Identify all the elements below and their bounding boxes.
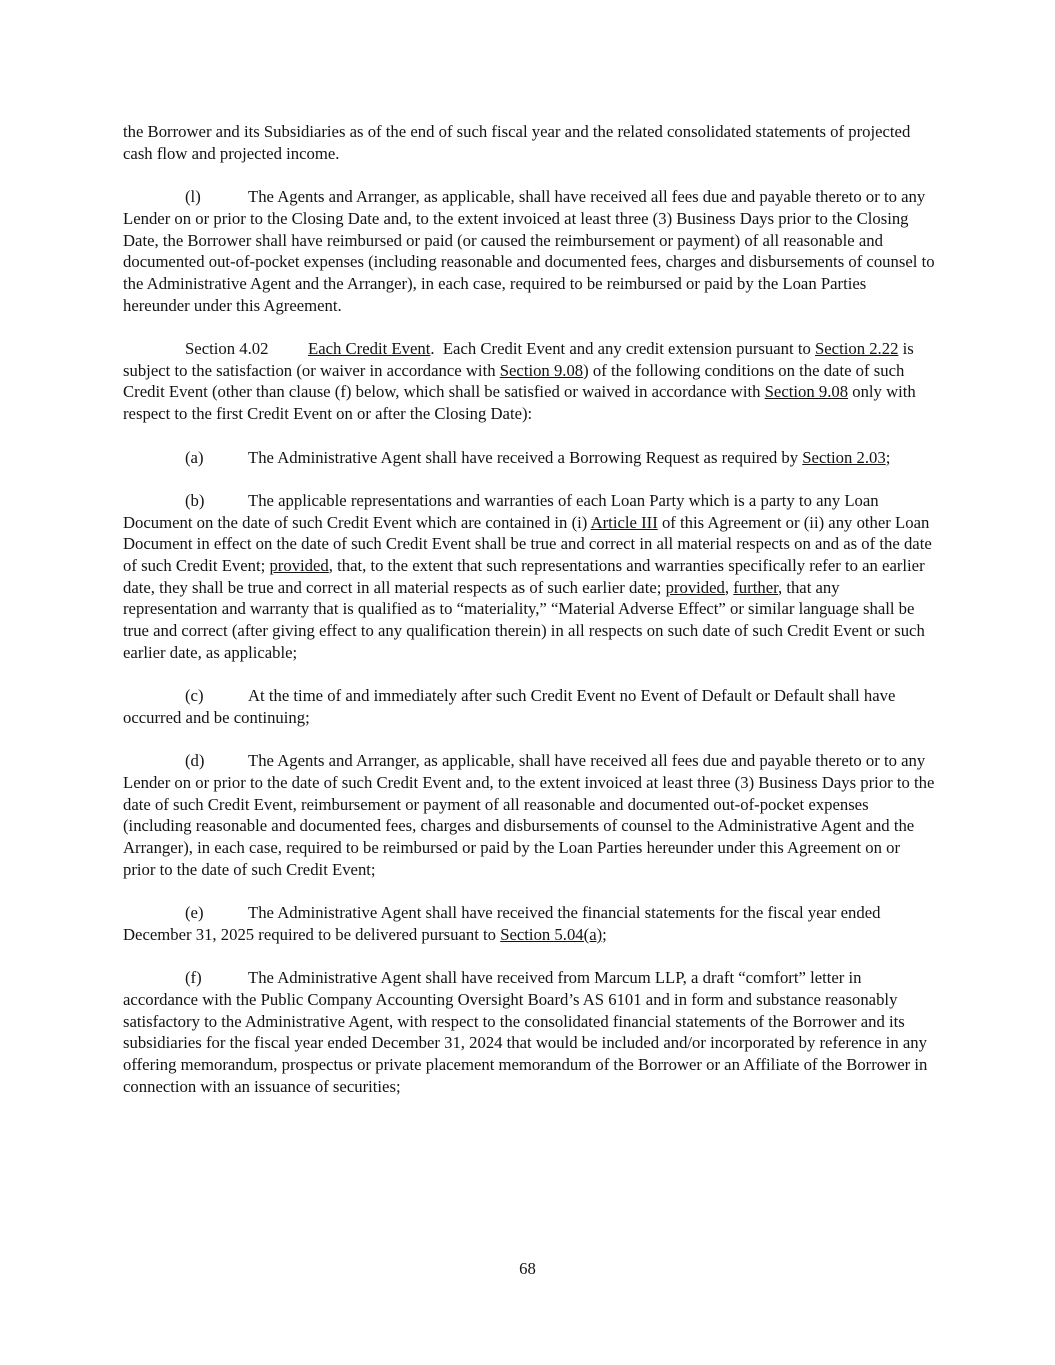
section-title: Each Credit Event bbox=[308, 339, 431, 358]
section-ref: Section 2.03 bbox=[802, 447, 886, 467]
paragraph-text: The applicable representations and warranties of each Loan Party which is a party to any Loan Document on the date of such Credit Event which are contained in (i) bbox=[123, 490, 879, 532]
paragraph-e bbox=[123, 902, 935, 945]
page-number: 68 bbox=[519, 1259, 536, 1278]
paragraph-text: , that any representation and warranty that is qualified as to “materiality,” “Material Adverse Effect” or similar language shall be true and correct (after giving effect to any qualification therein) in all respects on such date of such Credit Event or such earlier date, as applicable; bbox=[123, 577, 925, 662]
paragraph-text: only with respect to the first Credit Event on or after the Closing Date): bbox=[123, 382, 916, 424]
paragraph-text: The Administrative Agent shall have received from Marcum LLP, a draft “comfort” letter in accordance with the Public Company Accounting Oversight Board’s AS 6101 and in form and substance reasonably satisfactory to the Administrative Agent, with respect to the consolidated financial statements of the Borrower and its subsidiaries for the fiscal year ended December 31, 2024 that would be included and/or incorporated by reference in any offering memorandum, prospectus or private placement memorandum of the Borrower or an Affiliate of the Borrower in connection with an issuance of securities; bbox=[123, 968, 928, 1096]
paragraph-continuation bbox=[123, 121, 935, 164]
paragraph-f bbox=[123, 967, 935, 1097]
paragraph-text: the Borrower and its Subsidiaries as of the end of such fiscal year and the related consolidated statements of projected cash flow and projected income. bbox=[123, 122, 911, 163]
paragraph-text: The Agents and Arranger, as applicable, shall have received all fees due and payable thereto or to any Lender on or prior to the date of such Credit Event and, to the extent invoiced at least three (3) Business Days prior to the date of such Credit Event, reimbursement or payment of all reasonable and documented out-of-pocket expenses (including reasonable and documented fees, charges and disbursements of counsel to the Administrative Agent and the Arranger), in each case, required to be reimbursed or paid by the Loan Parties hereunder under this Agreement on or prior to the date of such Credit Event; bbox=[123, 751, 935, 879]
paragraph-text: The Administrative Agent shall have received a Borrowing Request as required by bbox=[248, 447, 803, 467]
section-ref: Section 2.22 bbox=[814, 339, 899, 358]
paragraph-label: (b) bbox=[185, 490, 205, 510]
paragraph-text: ; bbox=[602, 924, 607, 944]
section-ref: Section 9.08 bbox=[764, 382, 849, 402]
paragraph-label: (c) bbox=[185, 686, 204, 706]
paragraph-text: of this Agreement or (ii) any other Loan Document in effect on the date of such Credit Event shall be true and correct in all material respects on and as of the date of such Credit Event; bbox=[123, 512, 932, 575]
paragraph-text: At the time of and immediately after such Credit Event no Event of Default or Default shall have occurred and be continuing; bbox=[123, 686, 896, 727]
paragraph-text: , bbox=[724, 577, 734, 597]
paragraph-text: ; bbox=[885, 447, 891, 467]
paragraph-label: (e) bbox=[185, 903, 204, 923]
paragraph-text: is subject to the satisfaction (or waiver in accordance with bbox=[123, 339, 914, 380]
paragraph-label: (a) bbox=[185, 447, 204, 467]
proviso-term: provided bbox=[269, 556, 329, 575]
paragraph-text: The Administrative Agent shall have received the financial statements for the fiscal year ended December 31, 2025 required to be delivered pursuant to bbox=[123, 903, 881, 944]
section-heading-4-02 bbox=[123, 338, 935, 425]
paragraph-l bbox=[123, 186, 935, 316]
proviso-term: further bbox=[733, 577, 778, 597]
paragraph-d bbox=[123, 750, 935, 880]
paragraph-text: The Agents and Arranger, as applicable, shall have received all fees due and payable thereto or to any Lender on or prior to the Closing Date and, to the extent invoiced at least three (3) Business Days prior to the Closing Date, the Borrower shall have reimbursed or paid (or caused the reimbursement or payment) of all reasonable and documented out-of-pocket expenses (including reasonable and documented fees, charges and disbursements of counsel to the Administrative Agent and the Arranger), in each case, required to be reimbursed or paid by the Loan Parties hereunder under this Agreement. bbox=[123, 187, 935, 315]
proviso-term: provided bbox=[665, 577, 725, 597]
section-ref: Section 9.08 bbox=[499, 360, 584, 380]
paragraph-text: . Each Credit Event and any credit extension pursuant to bbox=[430, 339, 815, 358]
article-ref: Article III bbox=[590, 512, 658, 532]
paragraph-c bbox=[123, 685, 935, 728]
paragraph-b bbox=[123, 490, 935, 664]
section-ref: Section 5.04(a) bbox=[500, 924, 603, 944]
section-number: Section 4.02 bbox=[185, 339, 269, 358]
paragraph-text: , that, to the extent that such representations and warranties specifically refer to an earlier date, they shall be true and correct in all material respects as of such earlier date; bbox=[123, 556, 925, 597]
paragraph-label: (f) bbox=[185, 968, 202, 988]
paragraph-label: (d) bbox=[185, 751, 205, 771]
paragraph-text: ) of the following conditions on the date of such Credit Event (other than clause (f) below, which shall be satisfied or waived in accordance with bbox=[123, 360, 905, 402]
paragraph-a bbox=[123, 447, 935, 469]
paragraph-label: (l) bbox=[185, 187, 201, 207]
